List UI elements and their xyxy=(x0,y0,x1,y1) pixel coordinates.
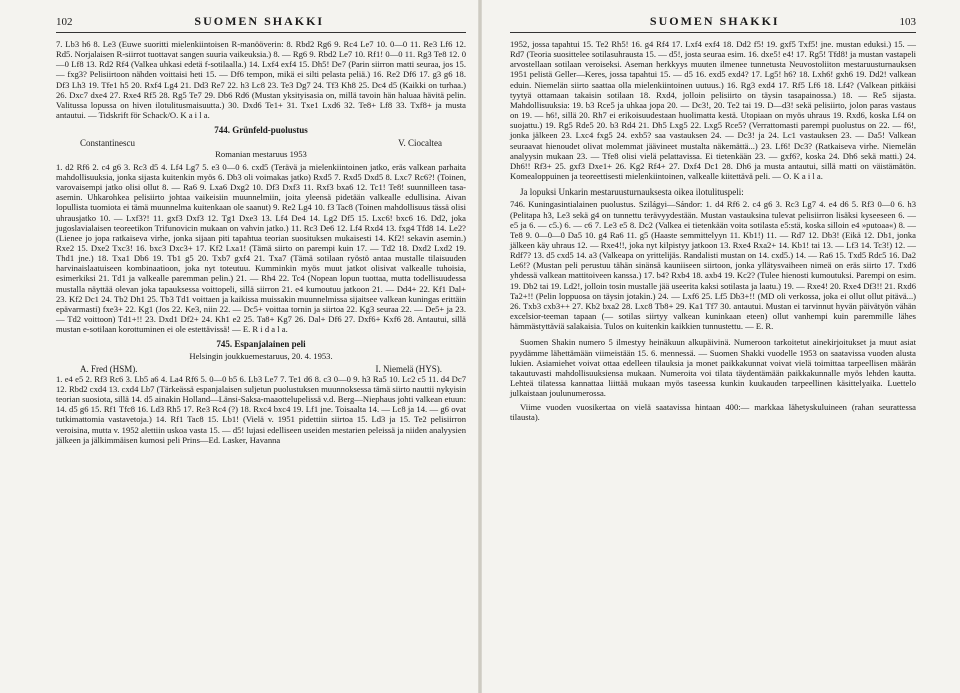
game-744-moves: 1. d2 Rf6 2. c4 g6 3. Rc3 d5 4. Lf4 Lg7 5. e3 0—0 6. cxd5 (Terävä ja mielenkiintoinen jatko, eräs valkean parhaita mahdollisuuksia, jonka sijasta kuitenkin myös 6. Db3 oli voimakas jatko) Rxd5 7. Rxd5 Dxd5 8. Lxc7 Rc6?! (Toinen, varovaisempi jatko olisi ollut 8. — Ra6 9. Lxa6 Dxg2 10. Df3 Dxf3 11. Rxf3 bxa6 12. Tc1! Te8! suunnilleen tasa-asemin. Uhkarohkea pelisiirto johtaa vaikeisiin muunnelmiin, joita yleensä pidetään valkealle edullisina. Aivan lopullista tuomiota ei tämä muunnelma kuitenkaan ole saanut) 9. Re2 Lg4 10. f3 Tac8 (Toinen mahdollisuus tässä olisi uhrausjatko 10. — Lxf3?! 11. gxf3 Dxf3 12. Tg1 Dxe3 13. Lf4 De4 14. Lg2 Df5 15. Lxc6! bxc6 16. Dd2, joka jugoslavialaisen teoreetikon Trifunovicin mukaan on vahvin jatko.) 11. Rc3 De6 12. Lf4 Rxd4 13. fxg4 Tfd8 14. Le2? (Lienee jo jopa ratkaiseva virhe, jonka sijaan piti tapahtua teorian suosituksen mukaisesti 14. Kf2! sekavin asemin.) Rxe2 15. Dxe2 Txc3! 16. bxc3 Dxc3+ 17. Kf2 Lxa1! (Tämä siirto on parempi kuin 17. — Td2 18. Dxd2 Lxd2 19. Thd1 jne.) 18. Txa1 Db6 19. Tb1 g5 20. Txb7 gxf4 21. Txa7 (Tämä sotilaan ryöstö antaa mustalle tilaisuuden harvinaislaatuiseen kombinaatioon, joka nyt toteutuu. Kumminkin myös muut jatkot olisivat valkealle tuhoisia, esimerkiksi 21. Td1 ja valkealle paremman pelin.) 21. — Rh4 22. Tc4 (Nopean lopun tuottaa, mutta todellisuudessa mustalla näyttää olevan joka tapauksessa voittopeli, sillä siirron 21. e4 kumoutuu jatkoon 21. — Dd4+ 22. Kf1 Dal+ 23. Kf2 Dc1 24. Tb2 Dh1 25. Tb3 Td1 voittaen ja kaikissa muissakin muunnelmissa sijaitsee valkean kuningas erittäin epävarmasti) fxe3+ 22. Kg1 (Jos 22. Ke3, niin 22. — Dc5+ voittaa tornin ja siirtoa 22. Kg3 seuraa 22. — De5+ ja 23. — Td2 voittoon) Td1+!! 23. Dxd1 Df2+ 24. Kh1 e2 25. Ta8+ Kg7 26. Dal+ Df6 27. Dxf6+ Kxf6 28. Antautui, sillä mustan e-sotilaan korottuminen ei ole estettävissä! — E. R i d a l a. xyxy=(56,161,466,335)
game-745-moves: 1. e4 e5 2. Rf3 Rc6 3. Lb5 a6 4. La4 Rf6 5. 0—0 b5 6. Lb3 Le7 7. Te1 d6 8. c3 0—0 9. h3 Ra5 10. Lc2 c5 11. d4 Dc7 12. Rbd2 cxd4 13. cxd4 Lb7 (Tärkeässä espanjalaisen suljetun puolustuksen muunnoksessa tämä siirto nauttii nykyisin teorian suosiota, sillä 14. d5 ainakin Holland—Länsi-Saksa-maaottelupelissä v.d. Berg—Niephaus johti valkean etuun: 14. d5 g6 15. Rf1 Tfc8 16. Ld3 Rh5 17. Re3 Rc4 (?) 18. Rxc4 bxc4 19. Lf1 jne. Toisaalta 14. — Lc8 ja 14. — g6 ovat tutkimattomia vastavetoja.) 14. Rf1 Tac8 15. Lb1! (Vielä v. 1951 pidettiin siirtoa 15. Ld3 ja 15. Te2 pelisiirron veroisina, mutta v. 1952 alettiin uskoa vasta 15. — d5! lujasi edelliseen useiden mestarien peleissä ja niiden analyysien jälkeen ja jälkimmäisen kumosi peli Prins—Ed. Lasker, Havanna xyxy=(56,373,466,445)
page-number: 103 xyxy=(899,16,916,28)
game-746-moves: 746. Kuningasintialainen puolustus. Szilágyi—Sándor: 1. d4 Rf6 2. c4 g6 3. Rc3 Lg7 4. e4 d6 5. Rf3 0—0 6. h3 (Pelitapa h3, Le3 sekä g4 on tunnettu terävyydestään. Mustan vastauksina tulevat pelisiirron lisäksi kyseeseen 6. — e5 ja 6. — c5.) 6. — c6 7. Le3 e5 8. Dc2 (Valkea ei tietenkään voita sotilasta e5:stä, koska silloin e4 »putoaa«) 8. — Te8 9. 0—0—0 Da5 10. g4 Ra6 11. g5 (Haaste semmittelyyn 11. Kb1!) 11. — Rd7 12. Db3! (Eikä 12. Db1, jonka jälkeen käy uhraus 12. — Rxe4!!, joka nyt kilpistyy jatkoon 13. Rxe4 Rxa2+ 14. Kb1! tai 13. — Lf3 14. Tc3!) 12. — Rdf7? 13. d5 cxd5 14. a3 (Valkeapa on yrittelijäs. Randalisti mustan on 14. cxd5.) 14. — Ra6 15. Txd5 Rdc5 16. Da2 Le6!? (Mustan peli perustuu tähän sinänsä kauniiseen siirtoon, jonka yllätysvaiheen nimeä on eräs siirto 17. Txd6 yhdessä valkean mattitoiveen kanssa.) 17. b4? Rxb4 18. axb4 19. Kc2? (Tulee hienosti kumoutuksi. Parempi on esim. 19. Db2 tai 19. Ld2!, jolloin tosin mustalle jää useerita kaksi sotilasta ja laatu.) 19. — Rxe4! 20. Rxe4 Df3!! 21. Rxd6 Ta2+!! (Pelin loppuosa on täysin jotakin.) 24. — Lxf6 25. Lf5 Db3+!! (MD oli verkossa, joka ei ollut ollut pitävä...) 26. Txb3 cxb3++ 27. Kb2 bxa2 28. Lxc8 Tb8+ 29. Ka1 Tf7 30. antautui. Mustan ei tarvinnut hyvän päivätyön vähän excelsior-teeman tapaan (— sotilas siirtyy valkean kuninkaan eteen) ollut vanhempi kuin paremmille lähes hämmästyttäviä salakaisia. Tulos on kuitenkin kaikkien tunnustettu. — E. R. xyxy=(510,199,916,332)
game-744-players xyxy=(56,138,466,148)
white-player: A. Fred (HSM). xyxy=(80,363,138,374)
right-column-text xyxy=(510,39,916,423)
game-745-players xyxy=(56,364,466,374)
white-player: Constantinescu xyxy=(80,138,135,149)
running-title: SUOMEN SHAKKI xyxy=(649,14,780,28)
left-column-text xyxy=(56,39,466,445)
black-player: V. Ciocaltea xyxy=(398,138,442,149)
game-744-title: 744. Grünfeld-puolustus xyxy=(214,125,308,136)
game-745-event: Helsingin joukkuemestaruus, 20. 4. 1953. xyxy=(189,350,333,361)
black-player: I. Niemelä (HYS). xyxy=(375,363,442,374)
subscription-note: Viime vuoden vuosikertaa on vielä saatavissa hintaan 400:— markkaa lähetyskuluineen (rahan seurattessa tilausta). xyxy=(510,402,916,423)
game-745-title: 745. Espanjalainen peli xyxy=(216,339,306,350)
left-page xyxy=(0,0,478,693)
section-title: Ja lopuksi Unkarin mestaruusturnauksesta oikea ilotulituspeli: xyxy=(520,187,744,198)
running-title: SUOMEN SHAKKI xyxy=(194,14,325,28)
right-page xyxy=(482,0,960,693)
game-744-event: Romanian mestaruus 1953 xyxy=(215,148,307,159)
right-page-header xyxy=(510,14,916,33)
left-page-header xyxy=(56,14,466,33)
game-continuation: 7. Lb3 h6 8. Le3 (Euwe suoritti mielenkiintoisen R-manööverin: 8. Rbd2 Rg6 9. Rc4 Le7 10. 0—0 11. Re3 Lf6 12. Rd5. Norjalaisen R-siirrot tuottavat sangen suuria vaikeuksia.) 8. — Rg6 9. Rbd2 Le7 10. Rf1! 0—0 11. Rg3 Te8 12. 0—0 Lf8 13. Rd2 Rf4 (Valkea uhkasi edetä f-sotilaalla.) 14. Lxf4 exf4 15. Dh5! De7 (Parin siirron matti seuraa, jos 15. — fxg3? Pelisiirtoon nähden voittaisi heti 15. — Df6 tempon, mikä ei silti pelasta peliä.) 16. Re2 Df6 17. g3 g6 18. Df3 Lh3 19. Tfe1 h5 20. Rxf4 Lg4 21. Dd3 Re7 22. h3 Lc8 23. Te3 Dg7 24. Tf3 Kh8 25. Dc4 d5 (Kaikki on turhaa.) 26. Dxc7 dxe4 27. Rxe4 Rf5 28. Rg5 Te7 29. Db6 Rd6 (Mustan yksityisasia on, millä tavoin hän haluaa hävitä pelin. Valitussa lopussa on hiven ilotulitusmaisuutta.) 30. Dxd6 Te1+ 31. Txe1 Lxd6 32. Te8+ Lf8 33. Txf8+ ja musta antautui. — Tidskrift för Schack/O. K a i l a. xyxy=(56,39,466,121)
page-number: 102 xyxy=(56,16,73,28)
announcement: Suomen Shakin numero 5 ilmestyy heinäkuun alkupäivinä. Numeroon tarkoitetut ainekirjoitukset ja muut asiat pyydämme lähettämään viimeistään 15. 6. mennessä. — Suomen Shakki vuodelle 1953 on saatavissa vuoden alusta lukien. Asiamiehet voivat ottaa edelleen tilauksia ja monet paikkakunnat voivat vielä toimittaa tarpeellisen määrän takautuvasti mahdollisuuksiensa mukaan. Numeroita voi tilata täydentämään paikkakunnalle myös lehden kautta. Lehteä tilatessa kannattaa liittää mukaan myös taseessa kunkin kuukauden tarpeellinen käsittelyaika. Luettelo julkaistaan joulunumerossa. xyxy=(510,337,916,399)
game-745-continuation: 1952, jossa tapahtui 15. Te2 Rh5! 16. g4 Rf4 17. Lxf4 exf4 18. Dd2 f5! 19. gxf5 Txf5! jne. mustan eduksi.) 15. — Rd7 (Teoria suosittelee sotilasuhrausta 15. — d5!, josta seuraa esim. 16. dxe5! e4! 17. Rg5! Tfd8! ja mustan vastapeli arvostellaan sotilaan veroiseksi. Aseman herkkyys muuten ilmenee tunnetusta Neuvostoliiton mestaruusturnauksen 1951 pelistä Geller—Keres, jossa tapahtui 15. — d5 16. exd5 exd4? 17. Lg5! h6? 18. Lxh6! gxh6 19. Dd2! valkean eduin. Niemelän siirto saattaa olla mielenkiintoinen uutuus.) 16. Rg3 exd4 17. Rf5 Lf6 18. Lf4? (Valkean pitkäisi tyytyä ottamaan takaisin sotilaan 18. Rxd4, jolloin pelisiirto on täysin tasapainossa.) 18. — Re5 sijasta. Mahdollisuuksia: 19. b3 Rce5 ja uhkaa jopa 20. — Dc3!, 20. Te2 tai 19. D—d3! sekä pelisiirto, jolon paras vastaus on 19. — h6!, sillä 20. Rh7 ei erikoisuudestaan huolimatta kestä. Utopiaan on myös uhraus 19. Rxd6, koska Lf4 on suojattu.) 19. Rg5 Rde5 20. b3 Rd4 21. Dh5 Lxg5 22. Lxg5 Rce5? (Verrattomasti parempi puolustus on 22. — f6!, jonka jälkeen 23. Lxc4 fxg5 24. exb5? saa vastauksen 24. — Dc3! ja 24. Lc1 vastauksen 23. — Da5! Valkean seuraavat hienoudet olivat molemmat jäävineet mustalta näkemättä...) 23. Lf6! Dc3? (Ratkaiseva virhe. Niemelän analyysin mukaan 23. — Tfe8 olisi vielä pelattavissa. Ei tietenkään 23. — gxf6?, koska 24. Dh6 sekä matti.) 24. Dh6!! Rf3+ 25. gxf3 Dxe1+ 26. Kg2 Rf4+ 27. Dxf4 Dc1 28. Dh6 ja musta antautui, sillä matti on väistämätön. Komealoppuinen ja teoreettisesti mielenkiintoinen, valkealle kiitettävä peli. — O. K a i l a. xyxy=(510,39,916,182)
